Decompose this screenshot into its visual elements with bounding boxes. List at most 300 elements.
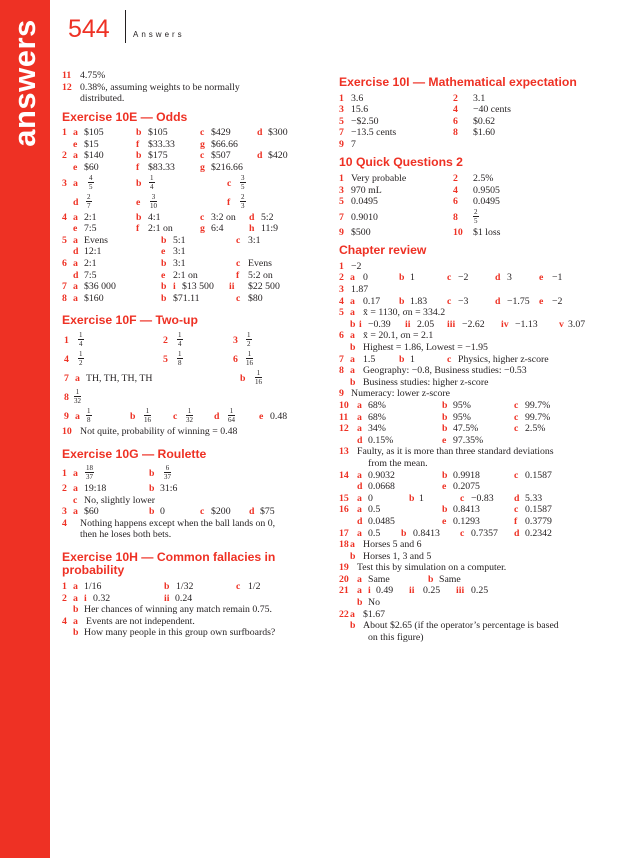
answer-label: 10 (62, 425, 72, 437)
answer-text: $200 (211, 506, 231, 518)
answer-label: ii (164, 592, 170, 604)
answer-row (339, 208, 599, 227)
answer-label: b (442, 411, 448, 423)
answer-label: 7 (339, 127, 344, 139)
answer-label: b (350, 620, 356, 632)
numerator: 1 (79, 330, 83, 339)
answer-row (339, 127, 599, 139)
answer-text: 0.49 (376, 585, 394, 597)
answer-label: 6 (233, 353, 238, 365)
answer-text: 3.1 (473, 92, 486, 104)
answer-label: 2 (453, 92, 458, 104)
fraction (149, 174, 155, 191)
right-column (339, 70, 599, 643)
answer-label: 10 (453, 226, 463, 238)
answer-label: 2 (163, 334, 168, 346)
answer-label: a (350, 330, 355, 342)
answer-row (339, 93, 599, 105)
numerator: 1 (229, 406, 234, 415)
numerator: 1 (187, 406, 192, 415)
answer-row (339, 284, 599, 296)
answer-label: c (236, 292, 241, 304)
answer-row (62, 593, 324, 605)
answer-text: $60 (84, 506, 99, 518)
answer-row (339, 458, 599, 470)
answer-row (339, 412, 599, 424)
answer-text: 97.35% (453, 434, 484, 446)
answer-label: v (559, 318, 564, 330)
answer-label: iii (456, 585, 465, 597)
heading-exercise-10g: Exercise 10G — Roulette (62, 446, 207, 461)
fraction (177, 350, 183, 367)
answer-text: −1.13 (515, 318, 538, 330)
answer-text: 0.2075 (453, 481, 480, 493)
answer-label: d (249, 506, 255, 518)
answer-label: c (447, 272, 452, 284)
answer-label: b (136, 127, 142, 139)
fraction (246, 331, 252, 348)
answer-label: c (514, 423, 519, 435)
answer-label: 4 (62, 211, 67, 223)
answer-text: TH, TH, TH, TH (86, 372, 153, 384)
answer-text: x̄ = 1130, σn = 334.2 (363, 307, 446, 319)
answer-label: b (399, 295, 405, 307)
fraction (150, 193, 157, 210)
answer-row (62, 495, 324, 507)
answer-label: i (84, 592, 87, 604)
answer-label: 2 (339, 272, 344, 284)
answer-text: Business studies: higher z-score (363, 376, 489, 388)
answer-row (62, 139, 324, 151)
answer-text: $33.33 (148, 138, 175, 150)
answer-row (62, 331, 324, 350)
denominator: 10 (150, 201, 157, 210)
answer-label: c (514, 504, 519, 516)
answer-text: $36 000 (84, 281, 116, 293)
answer-label: b (73, 604, 79, 616)
denominator: 5 (241, 182, 245, 191)
answer-text: 68% (368, 399, 386, 411)
answer-label: a (350, 307, 355, 319)
denominator: 7 (87, 201, 91, 210)
denominator: 5 (89, 182, 93, 191)
answer-label: 11 (62, 70, 72, 81)
answer-label: c (200, 211, 205, 223)
answer-label: e (539, 295, 544, 307)
answer-label: 5 (163, 353, 168, 365)
answer-label: 15 (339, 492, 349, 504)
answer-row (62, 388, 324, 407)
answer-label: 9 (339, 388, 344, 400)
answer-text: 34% (368, 423, 386, 435)
fraction (240, 193, 246, 210)
answer-row (339, 296, 599, 308)
answer-text: $105 (148, 127, 168, 139)
answer-label: a (73, 258, 78, 270)
answer-label: b (136, 150, 142, 162)
answer-label: 3 (62, 177, 67, 189)
answer-label: a (73, 292, 78, 304)
answer-row (62, 162, 324, 174)
answer-label: 4 (453, 104, 458, 116)
answer-text: 2.5% (473, 172, 494, 184)
answer-label: b (164, 580, 170, 592)
answer-text: $66.66 (211, 138, 238, 150)
numerator: 6 (165, 464, 170, 472)
denominator: 32 (74, 396, 81, 405)
answer-text: 3.6 (351, 92, 364, 104)
answer-label: b (130, 410, 136, 422)
answer-label: b (136, 211, 142, 223)
fraction (78, 331, 84, 348)
answer-text: then he loses both bets. (80, 529, 172, 541)
answer-text: 2:1 (84, 258, 97, 270)
heading-quick-questions: 10 Quick Questions 2 (339, 155, 463, 170)
answer-label: b (350, 318, 356, 330)
answer-label: 7 (64, 372, 69, 384)
answer-text: 0.0668 (368, 481, 395, 493)
answer-label: d (357, 481, 363, 493)
answer-label: c (173, 410, 178, 422)
answer-text: 95% (453, 411, 471, 423)
answer-text: 0.0485 (368, 515, 395, 527)
answer-text: 5:1 (173, 234, 186, 246)
answer-row (62, 369, 324, 388)
answer-label: a (350, 353, 355, 365)
fraction (78, 350, 84, 367)
answer-row (339, 446, 599, 458)
answer-label: 7 (339, 211, 344, 223)
answer-label: f (227, 196, 231, 208)
answer-text: $1.67 (363, 608, 386, 620)
answer-text: Highest = 1.86, Lowest = −1.95 (363, 342, 488, 353)
answer-row (62, 506, 324, 518)
answer-text: $1.60 (473, 127, 496, 139)
answer-label: 1 (339, 172, 344, 184)
answer-label: d (495, 272, 501, 284)
numerator: 1 (178, 349, 182, 358)
answer-label: b (149, 468, 155, 479)
answer-label: 3 (339, 284, 344, 296)
answer-label: b (350, 376, 356, 388)
answer-label: b (409, 492, 415, 504)
answer-text: 0.1587 (525, 504, 552, 516)
answer-label: b (428, 573, 434, 585)
answer-label: 3 (339, 104, 344, 116)
answer-label: 8 (339, 365, 344, 377)
fraction (228, 407, 235, 424)
fraction (86, 193, 92, 210)
answer-text: 7:5 (84, 223, 97, 235)
answer-row (339, 261, 599, 273)
fraction (186, 407, 193, 424)
answer-label: a (73, 281, 78, 293)
denominator: 16 (246, 358, 253, 367)
answer-text: Horses 1, 3 and 5 (363, 550, 432, 562)
answer-text: on this figure) (368, 631, 424, 643)
answer-text: $420 (268, 150, 288, 162)
answer-label: 3 (233, 334, 238, 346)
answer-row (62, 426, 324, 438)
denominator: 4 (178, 339, 182, 348)
answer-row (62, 82, 324, 94)
answer-row (62, 483, 324, 495)
answer-row (62, 350, 324, 369)
denominator: 37 (86, 473, 93, 481)
answer-row (339, 400, 599, 412)
answer-label: 22 (339, 608, 349, 620)
answer-label: b (442, 504, 448, 516)
answer-label: a (357, 469, 362, 481)
answer-row (62, 212, 324, 224)
answer-text: $80 (248, 292, 263, 304)
answer-text: Nothing happens except when the ball lands on 0, (80, 517, 276, 529)
answer-text: −2 (552, 295, 563, 307)
answer-text: 2.05 (417, 318, 435, 330)
answer-text: 970 mL (351, 184, 382, 196)
answer-label: a (350, 365, 355, 377)
answer-label: a (357, 411, 362, 423)
answer-text: 1.5 (363, 353, 376, 365)
answer-label: 4 (62, 615, 67, 627)
numerator: 2 (241, 192, 245, 201)
answer-text: from the mean. (368, 457, 428, 469)
answer-label: a (73, 592, 78, 604)
answer-label: b (442, 469, 448, 481)
numerator: 3 (241, 173, 245, 182)
answer-row (339, 116, 599, 128)
numerator: 2 (87, 192, 91, 201)
answer-row (62, 93, 324, 105)
answer-label: e (161, 269, 166, 281)
answer-text: 15.6 (351, 104, 369, 116)
answer-text: 11:9 (261, 223, 279, 235)
answer-text: 1.83 (410, 295, 428, 307)
answer-label: 2 (62, 150, 67, 162)
answer-label: h (249, 223, 255, 235)
answer-label: 9 (339, 138, 344, 150)
denominator: 16 (255, 377, 262, 386)
answer-text: 0.8413 (453, 504, 480, 516)
heading-exercise-10e: Exercise 10E — Odds (62, 109, 188, 124)
answer-row (62, 70, 324, 82)
answer-text: $15 (84, 138, 99, 150)
answer-label: a (350, 272, 355, 284)
answer-text: 3:1 (248, 234, 261, 246)
answer-row (62, 174, 324, 193)
answer-text: x̄ = 20.1, σn = 2.1 (363, 330, 434, 342)
answer-text: −1 (552, 272, 563, 284)
answer-row (339, 227, 599, 239)
answer-text: $429 (211, 127, 231, 139)
answer-row (339, 342, 599, 354)
numerator: 1 (75, 387, 80, 396)
denominator: 32 (186, 415, 193, 424)
answer-text: −$2.50 (351, 115, 379, 127)
answer-text: Same (439, 573, 461, 585)
answer-text: Not quite, probability of winning = 0.48 (80, 425, 238, 437)
answer-label: 5 (339, 307, 344, 319)
answer-text: $83.33 (148, 162, 175, 174)
answer-row (339, 562, 599, 574)
answer-row (62, 627, 324, 639)
answer-label: b (350, 342, 356, 353)
answer-text: $13 500 (182, 281, 214, 293)
answer-label: a (357, 423, 362, 435)
answer-label: 2 (62, 483, 67, 494)
answer-text: 3:2 on (211, 211, 236, 223)
answer-label: d (257, 150, 263, 162)
answer-row (62, 270, 324, 282)
answer-row (62, 464, 324, 483)
answer-row (62, 235, 324, 247)
answer-text: 0.7357 (471, 527, 498, 539)
answer-label: d (257, 127, 263, 139)
denominator: 64 (228, 415, 235, 424)
answer-row (339, 104, 599, 116)
answer-label: 5 (62, 234, 67, 246)
numerator: 3 (151, 192, 156, 201)
answer-text: $22 500 (248, 281, 280, 293)
answer-row (339, 272, 599, 284)
answer-label: a (357, 585, 362, 597)
answer-text: 0.24 (175, 592, 193, 604)
answer-text: 0.25 (471, 585, 489, 597)
answer-row (339, 307, 599, 319)
answer-label: b (161, 234, 167, 246)
answer-text: 0.17 (363, 295, 381, 307)
answer-label: c (514, 411, 519, 423)
answer-label: 17 (339, 527, 349, 539)
answer-text: 1 (419, 492, 424, 504)
denominator: 5 (474, 216, 478, 225)
answer-label: i (368, 585, 371, 597)
answer-label: 2 (453, 172, 458, 184)
answer-text: 2:1 on (148, 223, 173, 235)
answer-text: $0.62 (473, 115, 496, 127)
answer-text: 0 (363, 272, 368, 284)
running-title: Answers (133, 30, 185, 39)
answer-label: a (73, 177, 78, 189)
answer-label: d (495, 295, 501, 307)
answer-label: d (249, 211, 255, 223)
answer-row (62, 258, 324, 270)
answer-label: e (73, 138, 78, 150)
answer-label: 14 (339, 469, 349, 481)
answer-label: a (73, 468, 78, 479)
denominator: 4 (150, 182, 154, 191)
answer-text: 0.48 (270, 410, 288, 422)
answer-row (339, 365, 599, 377)
answer-label: a (75, 410, 80, 422)
answer-label: a (73, 580, 78, 592)
answer-label: 13 (339, 446, 349, 458)
answer-label: 9 (64, 410, 69, 422)
heading-exercise-10f: Exercise 10F — Two-up (62, 313, 198, 328)
answer-label: 8 (62, 292, 67, 304)
answer-label: d (73, 246, 79, 258)
answer-label: e (442, 481, 447, 493)
answer-label: 19 (339, 562, 349, 574)
denominator: 8 (87, 415, 91, 424)
answer-row (339, 493, 599, 505)
denominator: 16 (144, 415, 151, 424)
fraction (88, 174, 94, 191)
answer-text: $500 (351, 226, 371, 238)
answer-text: 19:18 (84, 483, 107, 494)
answer-label: a (357, 492, 362, 504)
answer-label: c (200, 506, 205, 518)
fraction (164, 464, 171, 481)
answer-label: c (73, 494, 78, 506)
answer-label: c (236, 258, 241, 270)
answer-label: 1 (339, 92, 344, 104)
page-number: 544 (68, 15, 110, 43)
answer-label: i (359, 318, 362, 330)
answer-label: ii (405, 318, 411, 330)
answer-text: Same (368, 573, 390, 585)
answer-label: c (200, 127, 205, 139)
answer-text: 0.1587 (525, 469, 552, 481)
answer-label: 8 (453, 127, 458, 139)
answer-text: 0.0495 (473, 196, 500, 208)
answer-row (339, 585, 599, 597)
answer-label: a (357, 504, 362, 516)
answer-label: f (136, 162, 140, 174)
answer-label: a (350, 608, 355, 620)
numerator: 18 (86, 464, 93, 472)
denominator: 8 (178, 358, 182, 367)
answer-text: $300 (268, 127, 288, 139)
answer-text: 0.38%, assuming weights to be normally (80, 81, 240, 93)
answer-label: g (200, 138, 205, 150)
answer-label: 9 (339, 226, 344, 238)
answer-row (339, 377, 599, 389)
answer-text: No (368, 597, 380, 609)
answer-text: 5.33 (525, 492, 543, 504)
answer-row (339, 620, 599, 632)
answer-label: i (173, 281, 176, 293)
fraction (144, 407, 151, 424)
answer-text: 12:1 (84, 246, 102, 258)
answer-label: b (149, 483, 155, 494)
answer-text: 99.7% (525, 411, 551, 423)
answer-text: −0.39 (368, 318, 391, 330)
answer-text: 0.32 (93, 592, 111, 604)
answer-text: 95% (453, 399, 471, 411)
answer-text: Evens (248, 258, 272, 270)
answer-label: e (442, 515, 447, 527)
answer-label: b (136, 177, 142, 189)
answer-text: 0.2342 (525, 527, 552, 539)
answer-text: Very probable (351, 172, 407, 184)
answer-row (62, 281, 324, 293)
answer-text: 0.15% (368, 434, 394, 446)
answer-label: 16 (339, 504, 349, 516)
answer-label: c (200, 150, 205, 162)
answer-label: f (136, 223, 140, 235)
answer-label: b (399, 353, 405, 365)
answer-text: 0.5 (368, 504, 381, 516)
answer-text: $75 (260, 506, 275, 518)
answer-label: d (357, 515, 363, 527)
answer-text: 0.9032 (368, 469, 395, 481)
answer-label: d (73, 196, 79, 208)
answer-label: g (200, 223, 205, 235)
heading-chapter-review: Chapter review (339, 243, 427, 258)
answer-text: distributed. (80, 93, 125, 105)
answer-text: 0.25 (423, 585, 441, 597)
